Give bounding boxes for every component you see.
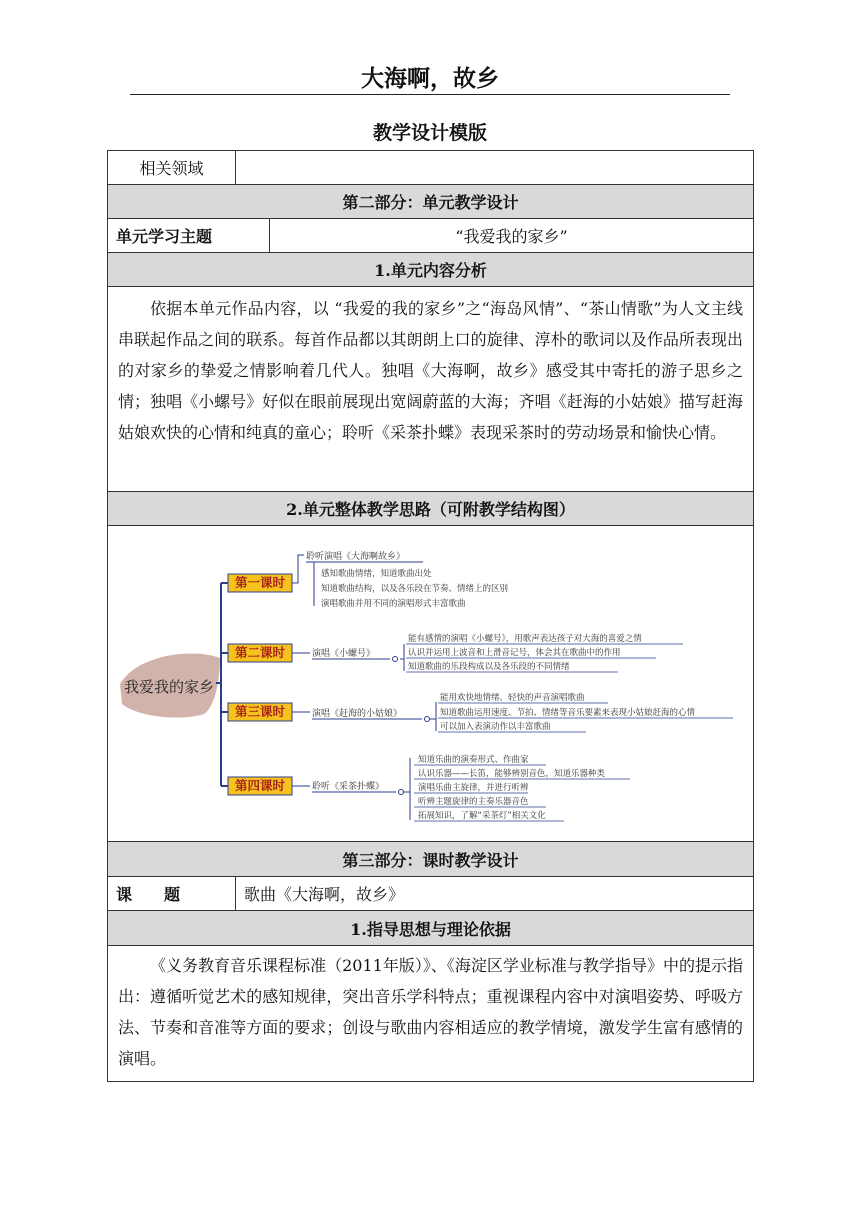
lesson-1-goal: 感知歌曲情绪，知道歌曲出处 xyxy=(321,569,432,579)
part3-heading: 第三部分：课时教学设计 xyxy=(342,850,519,870)
lesson-2-goal: 知道歌曲的乐段构成以及各乐段的不同情绪 xyxy=(408,662,570,672)
sec2-heading-row xyxy=(108,492,753,526)
lesson-2-goal: 能有感情的演唱《小螺号》，用歌声表达孩子对大海的喜爱之情 xyxy=(408,634,642,644)
sec1-heading: 1.单元内容分析 xyxy=(374,261,487,280)
lesson-4-goal: 演唱乐曲主旋律，并进行听辨 xyxy=(418,783,529,793)
lesson-3-goal: 可以加入表演动作以丰富歌曲 xyxy=(440,722,551,732)
part2-heading: 第二部分：单元教学设计 xyxy=(342,193,519,212)
topic-value: 歌曲《大海啊，故乡》 xyxy=(244,885,405,904)
sec1-paragraph: 依据本单元作品内容，以 “我爱的我的家乡”之“海岛风情”、“茶山情歌”为人文主线串联起作品之间的联系。每首作品都以其朗朗上口的旋律、淳朴的歌词以及作品所表现出的对家乡的挚爱之情影响着几代人。独唱《大海啊，故乡》感受其中寄托的游子思乡之情；独唱《小螺号》好似在眼前展现出宽阔蔚蓝的大海；齐唱《赶海的小姑娘》描写赶海姑娘欢快的心情和纯真的童心；聆听《采茶扑蝶》表现采茶时的劳动场景和愉快心情。 xyxy=(118,299,743,442)
lesson-4-goal: 认识乐器——长笛，能够辨别音色，知道乐器种类 xyxy=(418,769,606,779)
title-underline xyxy=(130,94,730,95)
topic-row xyxy=(108,877,753,911)
lesson-3-goal: 能用欢快地情绪、轻快的声音演唱歌曲 xyxy=(440,693,585,703)
part3-heading-row xyxy=(108,842,753,877)
part2-heading-row xyxy=(108,185,753,219)
document-subtitle: 教学设计模版 xyxy=(372,122,487,144)
teaching-structure-mindmap xyxy=(108,526,753,841)
sec3-heading-row xyxy=(108,911,753,946)
lesson-2-label: 第二课时 xyxy=(234,645,286,660)
topic-label: 课 题 xyxy=(108,877,236,910)
lesson-2-goal: 认识并运用上波音和上滑音记号，体会其在歌曲中的作用 xyxy=(408,648,621,658)
theme-value: “我爱我的家乡” xyxy=(455,227,568,246)
lesson-4-activity: 聆听《采茶扑蝶》 xyxy=(312,782,385,792)
lesson-4-goal: 知道乐曲的演奏形式、作曲家 xyxy=(418,755,529,765)
field-row xyxy=(108,151,753,185)
field-label: 相关领域 xyxy=(108,151,236,184)
sec2-heading: 2.单元整体教学思路（可附教学结构图） xyxy=(286,500,575,519)
lesson-4-label: 第四课时 xyxy=(234,778,286,793)
theme-label: 单元学习主题 xyxy=(108,219,270,252)
lesson-2-activity: 演唱《小螺号》 xyxy=(312,649,376,659)
field-value xyxy=(236,151,753,184)
lesson-1-goal: 演唱歌曲并用不同的演唱形式丰富歌曲 xyxy=(321,599,466,609)
document-title: 大海啊，故乡 xyxy=(361,65,499,92)
lesson-4-goal: 听辨主题旋律的主奏乐器音色 xyxy=(418,797,529,807)
sec3-body-row xyxy=(108,946,753,1082)
lesson-4-goal: 拓展知识，了解“采茶灯”相关文化 xyxy=(418,811,546,821)
sec3-heading: 1.指导思想与理论依据 xyxy=(350,919,511,939)
root-label: 我爱我的家乡 xyxy=(124,678,215,696)
lesson-1-label: 第一课时 xyxy=(234,575,286,590)
lesson-3-activity: 演唱《赶海的小姑娘》 xyxy=(312,709,403,719)
lesson-1-goal: 知道歌曲结构，以及各乐段在节奏、情绪上的区别 xyxy=(321,584,509,594)
lesson-plan-table xyxy=(107,150,754,1082)
lesson-1-activity: 聆听演唱《大海啊故乡》 xyxy=(306,552,406,562)
mindmap-row xyxy=(108,526,753,842)
lesson-3-label: 第三课时 xyxy=(234,704,286,719)
sec1-heading-row xyxy=(108,253,753,287)
theme-row xyxy=(108,219,753,253)
lesson-3-goal: 知道歌曲运用速度、节拍、情绪等音乐要素来表现小姑娘赶海的心情 xyxy=(440,708,696,718)
sec3-paragraph: 《义务教育音乐课程标准（2011年版）》、《海淀区学业标准与教学指导》中的提示指出：遵循听觉艺术的感知规律，突出音乐学科特点；重视课程内容中对演唱姿势、呼吸方法、节奏和音准等方面的要求；创设与歌曲内容相适应的教学情境，激发学生富有感情的演唱。 xyxy=(118,956,743,1068)
sec1-body-row xyxy=(108,287,753,492)
